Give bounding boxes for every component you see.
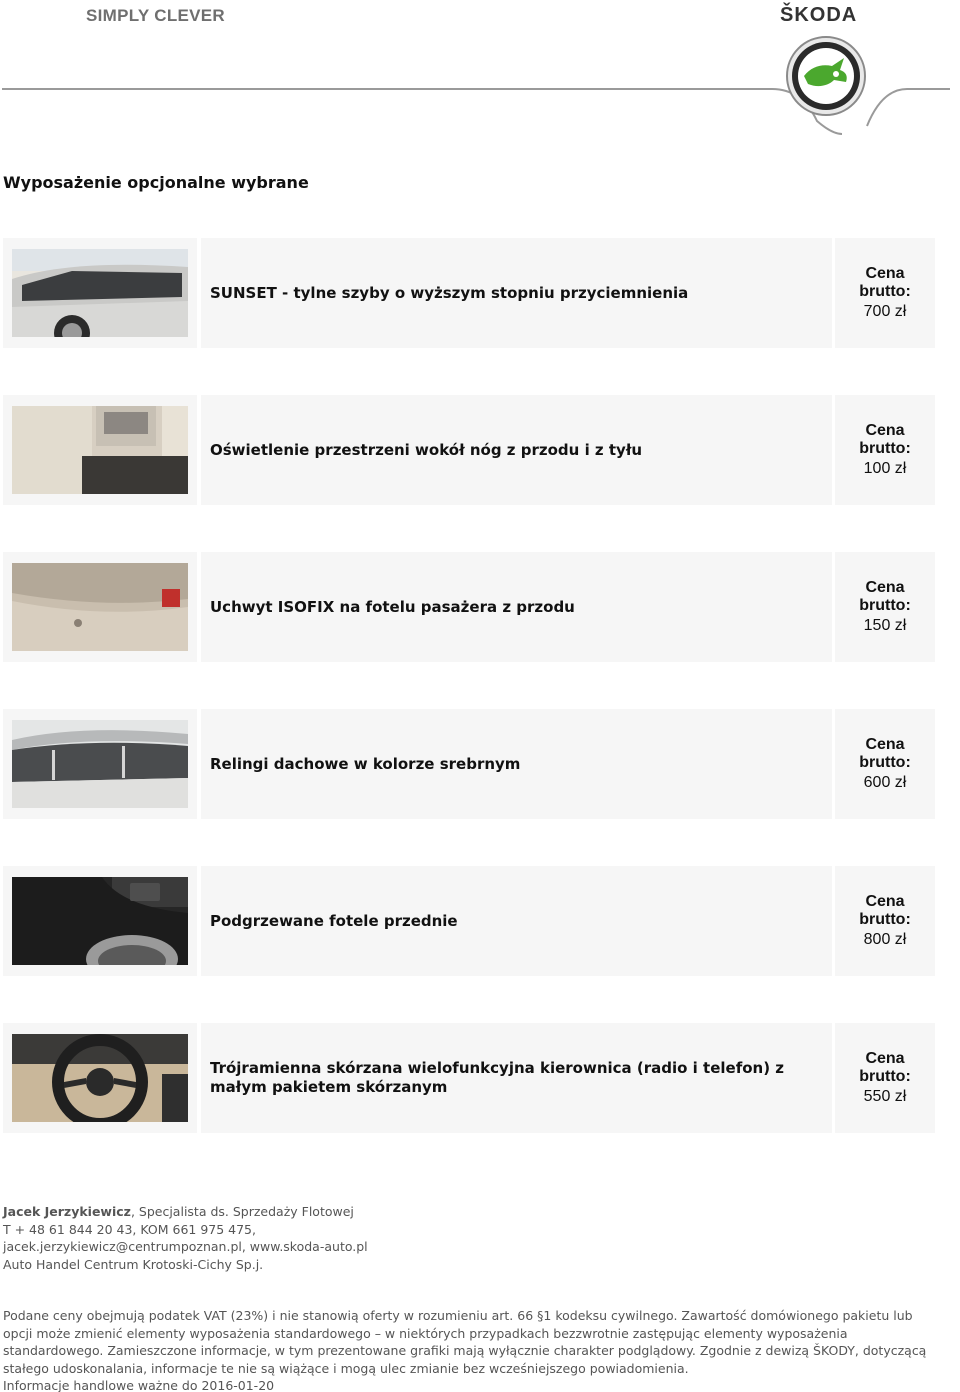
price-value: 150 zł bbox=[863, 617, 907, 634]
contact-block bbox=[3, 1203, 368, 1273]
equipment-row bbox=[3, 552, 935, 662]
price-label: Cena brutto: bbox=[859, 736, 911, 771]
section-title: Wyposażenie opcjonalne wybrane bbox=[3, 173, 309, 192]
price-label: Cena brutto: bbox=[859, 1050, 911, 1085]
price-value: 800 zł bbox=[863, 931, 907, 948]
equipment-row bbox=[3, 866, 935, 976]
price-label: Cena brutto: bbox=[859, 265, 911, 300]
car-interior-rear-image bbox=[12, 406, 188, 494]
equipment-name: Trójramienna skórzana wielofunkcyjna kierownica (radio i telefon) z małym pakietem skórzanym bbox=[210, 1059, 785, 1096]
equipment-name: SUNSET - tylne szyby o wyższym stopniu przyciemnienia bbox=[210, 283, 689, 302]
skoda-logo-icon bbox=[786, 36, 866, 116]
brand-name: ŠKODA bbox=[780, 4, 858, 26]
contact-person bbox=[3, 1203, 368, 1221]
roof-rails-image bbox=[12, 720, 188, 808]
contact-role: , Specjalista ds. Sprzedaży Flotowej bbox=[130, 1204, 354, 1219]
equipment-name: Uchwyt ISOFIX na fotelu pasażera z przodu bbox=[210, 597, 575, 616]
validity-note: Informacje handlowe ważne do 2016-01-20 bbox=[3, 1378, 275, 1392]
equipment-row bbox=[3, 1023, 935, 1133]
equipment-name: Relingi dachowe w kolorze srebrnym bbox=[210, 754, 521, 773]
price-value: 550 zł bbox=[863, 1088, 907, 1105]
price-value: 100 zł bbox=[863, 460, 907, 477]
contact-name: Jacek Jerzykiewicz bbox=[3, 1204, 131, 1219]
price-label: Cena brutto: bbox=[859, 422, 911, 457]
equipment-row bbox=[3, 709, 935, 819]
price-label: Cena brutto: bbox=[859, 579, 911, 614]
footer bbox=[3, 1307, 943, 1392]
contact-email-web: jacek.jerzykiewicz@centrumpoznan.pl, www.skoda-auto.pl bbox=[3, 1239, 368, 1254]
slogan: SIMPLY CLEVER bbox=[86, 6, 225, 25]
price-value: 700 zł bbox=[863, 303, 907, 320]
contact-company: Auto Handel Centrum Krotoski-Cichy Sp.j. bbox=[3, 1256, 264, 1272]
heated-seat-control-image bbox=[12, 877, 188, 965]
price-value: 600 zł bbox=[863, 774, 907, 791]
equipment-name: Oświetlenie przestrzeni wokół nóg z przodu i z tyłu bbox=[210, 440, 643, 459]
seat-isofix-image bbox=[12, 563, 188, 651]
disclaimer-text: Podane ceny obejmują podatek VAT (23%) i nie stanowią oferty w rozumieniu art. 66 §1 kodeksu cywilnego. Zawartość domówionego pakietu lub opcji może zmienić elementy wyposażenia standardowego – w niektórych przypadkach bezzwrotnie zastępując elementy wyposażenia standardowego. Zamieszczone informacje, w tym prezentowane grafiki mają wyłącznie charakter podglądowy. Zgodnie z dewizą ŠKODY, dotyczącą stałego udoskonalania, informacje te nie są wiążące i mogą ulec zmianie bez wcześniejszego powiadomienia. bbox=[3, 1308, 927, 1376]
equipment-row bbox=[3, 395, 935, 505]
equipment-name: Podgrzewane fotele przednie bbox=[210, 911, 458, 930]
steering-wheel-image bbox=[12, 1034, 188, 1122]
price-label: Cena brutto: bbox=[859, 893, 911, 928]
contact-phone: T + 48 61 844 20 43, KOM 661 975 475, bbox=[3, 1221, 256, 1237]
equipment-row bbox=[3, 238, 935, 348]
car-side-window-image bbox=[12, 249, 188, 337]
page-header bbox=[0, 0, 960, 135]
